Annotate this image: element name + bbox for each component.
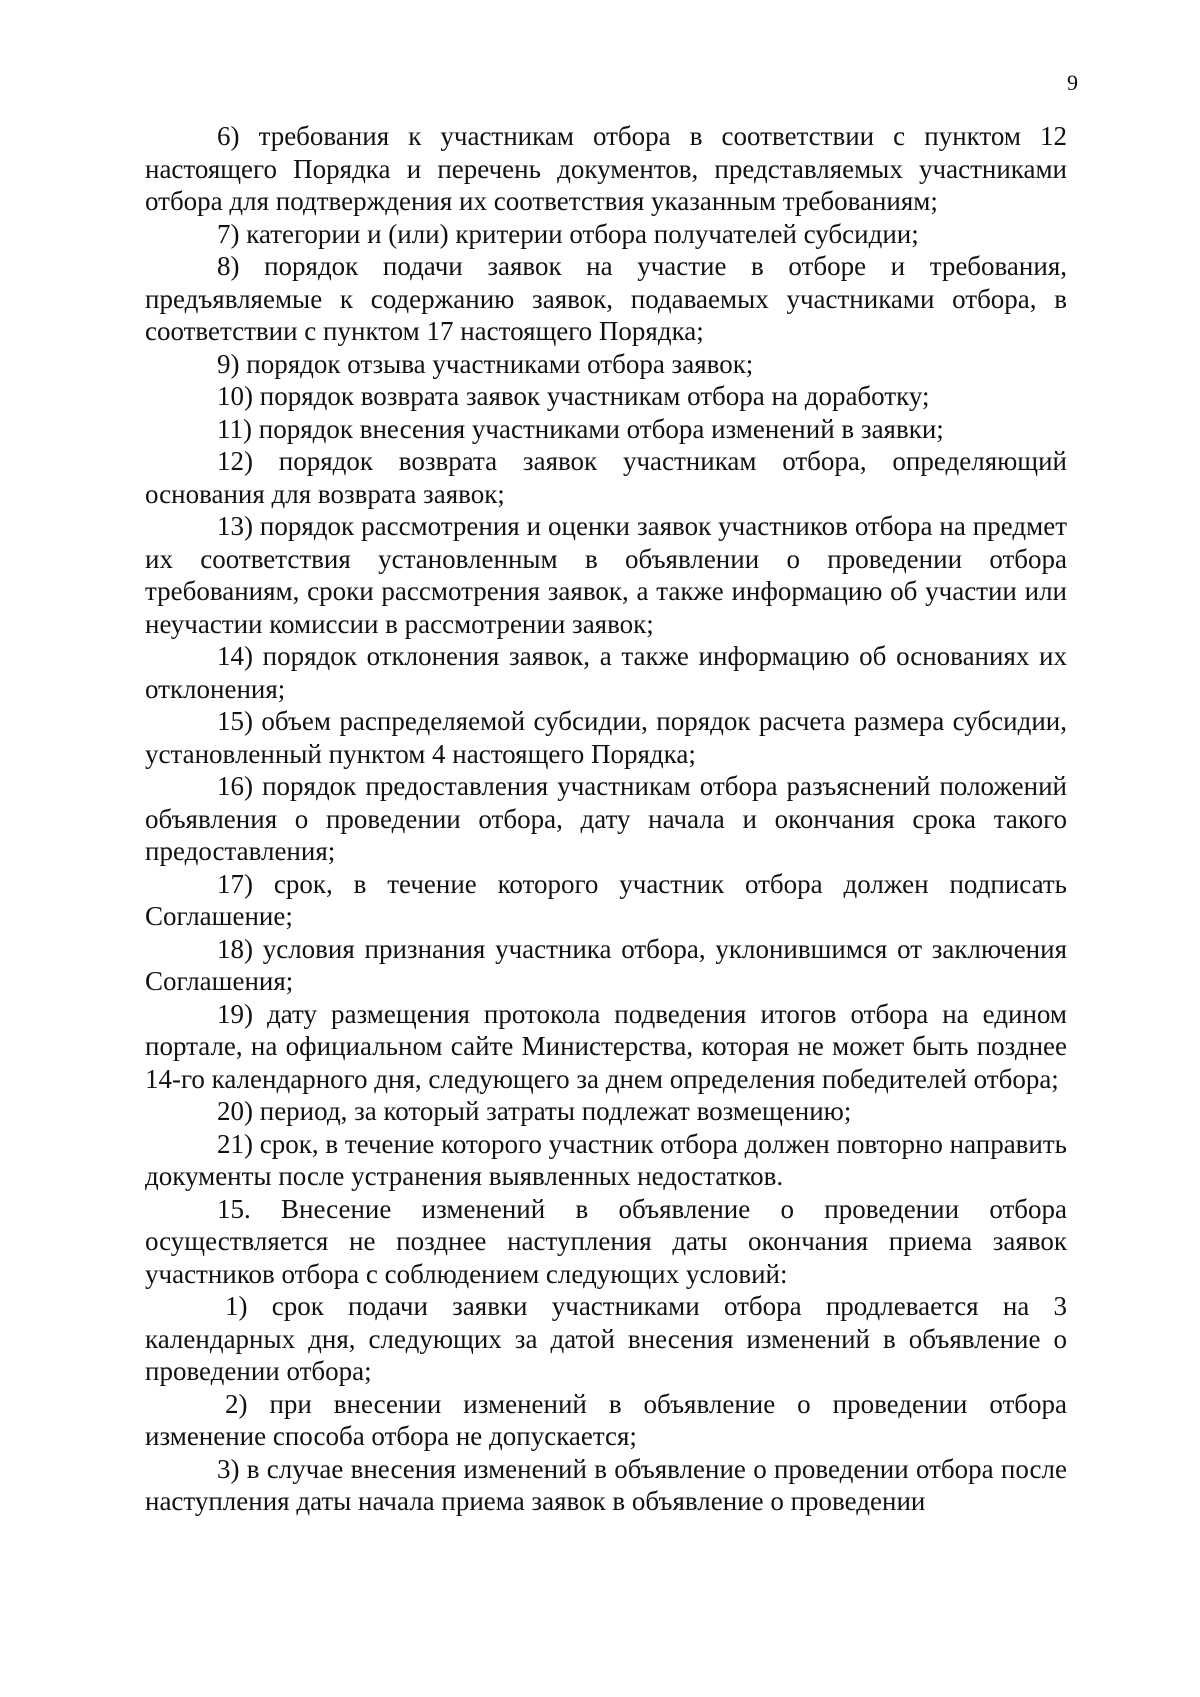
paragraph-item-13: 13) порядок рассмотрения и оценки заявок участников отбора на предмет их соответствия установленным в объявлении о проведении отбора требованиям, сроки рассмотрения заявок, а также информацию об участии или неучастии комиссии в рассмотрении заявок; <box>145 511 1067 639</box>
paragraph-item-20: 20) период, за который затраты подлежат возмещению; <box>217 1096 852 1126</box>
paragraph-item-21: 21) срок, в течение которого участник отбора должен повторно направить документы после устранения выявленных недостатков. <box>145 1128 1067 1191</box>
paragraph-item-11: 11) порядок внесения участниками отбора изменений в заявки; <box>217 413 944 444</box>
page-number: 9 <box>1067 70 1078 95</box>
condition-item-1: 1) срок подачи заявки участниками отбора продлевается на 3 календарных дня, следующих за датой внесения изменений в объявление о проведении отбора; <box>145 1291 1067 1386</box>
paragraph-item-9: 9) порядок отзыва участниками отбора заявок; <box>217 348 754 379</box>
section-15-paragraph: 15. Внесение изменений в объявление о проведении отбора осуществляется не позднее наступления даты окончания приема заявок участников отбора с соблюдением следующих условий: <box>145 1193 1067 1289</box>
paragraph-item-19: 19) дату размещения протокола подведения итогов отбора на едином портале, на официальном сайте Министерства, которая не может быть позднее 14-го календарного дня, следующего за днем определения победителей отбора; <box>145 998 1067 1094</box>
paragraph-item-15: 15) объем распределяемой субсидии, порядок расчета размера субсидии, установленный пунктом 4 настоящего Порядка; <box>145 706 1067 769</box>
paragraph-item-8: 8) порядок подачи заявок на участие в отборе и требования, предъявляемые к содержанию заявок, подаваемых участниками отбора, в соответствии с пунктом 17 настоящего Порядка; <box>145 251 1067 346</box>
condition-item-2: 2) при внесении изменений в объявление о проведении отбора изменение способа отбора не допускается; <box>145 1388 1067 1451</box>
paragraph-item-18: 18) условия признания участника отбора, уклонившимся от заключения Соглашения; <box>145 933 1067 996</box>
paragraph-item-12: 12) порядок возврата заявок участникам отбора, определяющий основания для возврата заявок; <box>145 446 1067 509</box>
paragraph-item-16: 16) порядок предоставления участникам отбора разъяснений положений объявления о проведении отбора, дату начала и окончания срока такого предоставления; <box>145 771 1067 866</box>
paragraph-item-17: 17) срок, в течение которого участник отбора должен подписать Соглашение; <box>145 868 1067 931</box>
paragraph-item-6: 6) требования к участникам отбора в соответствии с пунктом 12 настоящего Порядка и перечень документов, представляемых участниками отбора для подтверждения их соответствия указанным требованиям; <box>145 121 1067 216</box>
condition-item-3: 3) в случае внесения изменений в объявление о проведении отбора после наступления даты начала приема заявок в объявление о проведении <box>145 1453 1067 1516</box>
paragraph-item-14: 14) порядок отклонения заявок, а также информацию об основаниях их отклонения; <box>145 641 1067 704</box>
paragraph-item-7: 7) категории и (или) критерии отбора получателей субсидии; <box>217 218 919 249</box>
document-body <box>145 120 1067 1518</box>
paragraph-item-10: 10) порядок возврата заявок участникам отбора на доработку; <box>217 381 930 411</box>
